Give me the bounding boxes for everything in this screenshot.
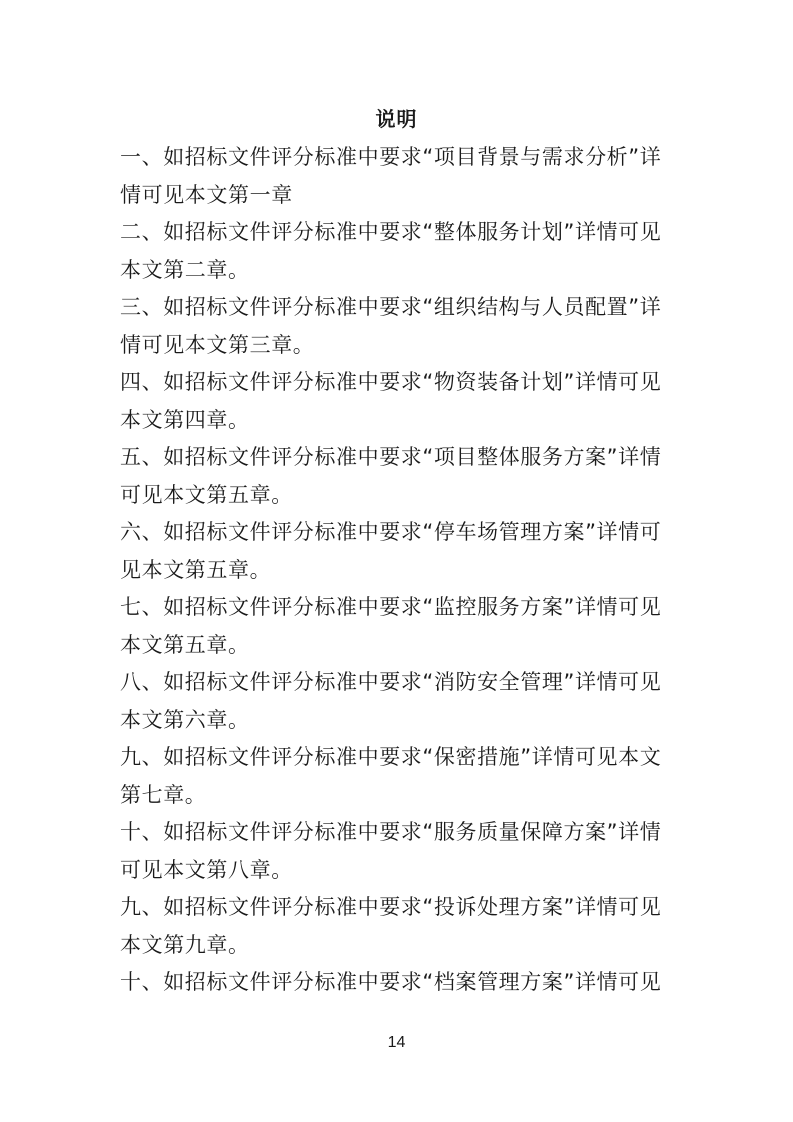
text-line-4: 本文第二章。 bbox=[120, 257, 250, 282]
text-line-16: 本文第六章。 bbox=[120, 707, 250, 732]
text-line-14: 本文第五章。 bbox=[120, 632, 250, 657]
text-line-21: 九、如招标文件评分标准中要求“投诉处理方案”详情可见 bbox=[120, 895, 662, 919]
text-line-1: 一、如招标文件评分标准中要求“项目背景与需求分析”详 bbox=[120, 145, 662, 169]
text-line-2: 情可见本文第一章 bbox=[120, 182, 293, 207]
text-line-13: 七、如招标文件评分标准中要求“监控服务方案”详情可见 bbox=[120, 595, 662, 619]
text-line-6: 情可见本文第三章。 bbox=[120, 332, 315, 357]
text-line-22: 本文第九章。 bbox=[120, 932, 250, 957]
text-line-20: 可见本文第八章。 bbox=[120, 857, 293, 882]
text-line-8: 本文第四章。 bbox=[120, 407, 250, 432]
text-line-12: 见本文第五章。 bbox=[120, 557, 272, 582]
text-line-5: 三、如招标文件评分标准中要求“组织结构与人员配置”详 bbox=[120, 295, 662, 319]
text-line-7: 四、如招标文件评分标准中要求“物资装备计划”详情可见 bbox=[120, 370, 662, 394]
document-title: 说明 bbox=[375, 107, 418, 131]
text-line-19: 十、如招标文件评分标准中要求“服务质量保障方案”详情 bbox=[120, 820, 662, 844]
text-line-10: 可见本文第五章。 bbox=[120, 482, 293, 507]
page-number: 14 bbox=[387, 1034, 406, 1051]
text-line-15: 八、如招标文件评分标准中要求“消防安全管理”详情可见 bbox=[120, 670, 662, 694]
text-line-9: 五、如招标文件评分标准中要求“项目整体服务方案”详情 bbox=[120, 445, 662, 469]
text-line-18: 第七章。 bbox=[120, 782, 207, 807]
text-line-3: 二、如招标文件评分标准中要求“整体服务计划”详情可见 bbox=[120, 220, 662, 244]
document-body bbox=[120, 139, 676, 1002]
text-line-23: 十、如招标文件评分标准中要求“档案管理方案”详情可见 bbox=[120, 970, 662, 994]
text-line-17: 九、如招标文件评分标准中要求“保密措施”详情可见本文 bbox=[120, 745, 662, 769]
text-line-11: 六、如招标文件评分标准中要求“停车场管理方案”详情可 bbox=[120, 520, 662, 544]
